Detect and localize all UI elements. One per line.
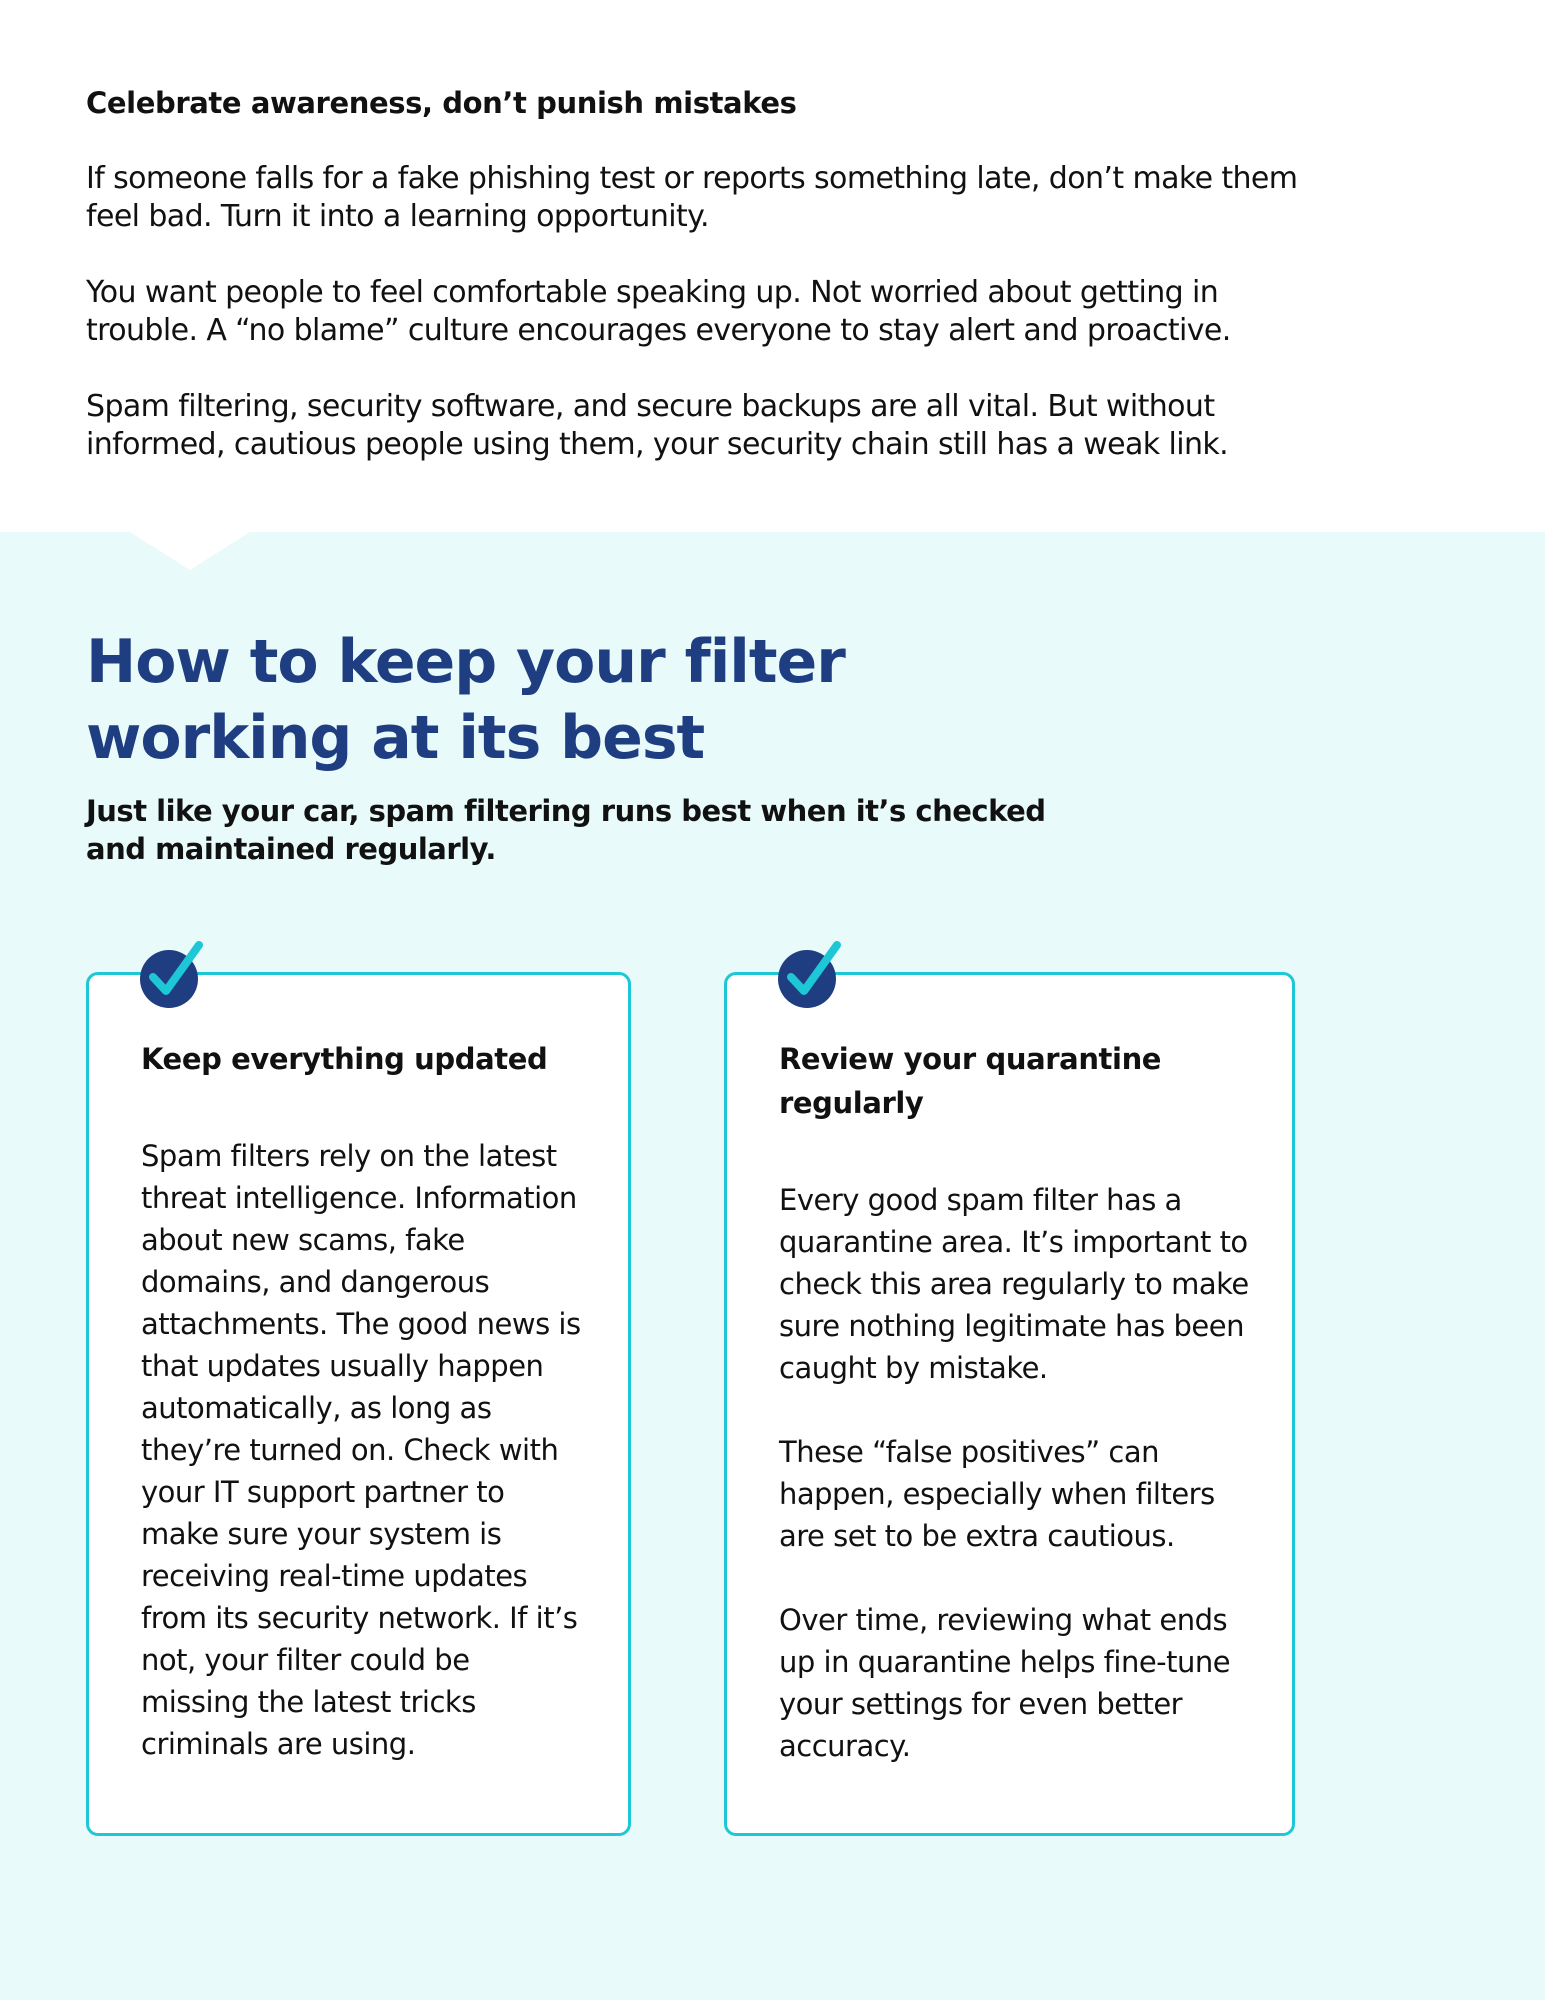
intro-paragraph: Spam filtering, security software, and secure backups are all vital. But without informed, cautious people using them, your security chain still has a weak link. bbox=[86, 389, 1229, 462]
card-paragraph: These “false positives” can happen, especially when filters are set to be extra cautious. bbox=[779, 1435, 1215, 1553]
section-title: How to keep your filter working at its best bbox=[86, 627, 845, 773]
intro-paragraph: You want people to feel comfortable speaking up. Not worried about getting in trouble. A “no blame” culture encourages everyone to stay alert and proactive. bbox=[86, 275, 1231, 348]
intro-section bbox=[86, 86, 1346, 502]
card-title: Review your quarantine regularly bbox=[779, 1042, 1162, 1120]
card-paragraph: Over time, reviewing what ends up in quarantine helps fine-tune your settings for even better accuracy. bbox=[779, 1603, 1231, 1763]
tip-card bbox=[86, 972, 631, 1836]
tips-section bbox=[0, 532, 1545, 2000]
intro-paragraph: If someone falls for a fake phishing test or reports something late, don’t make them feel bad. Turn it into a learning opportunity. bbox=[86, 161, 1298, 234]
section-subtitle: Just like your car, spam filtering runs best when it’s checked and maintained regularly. bbox=[86, 794, 1046, 866]
tip-card bbox=[724, 972, 1295, 1836]
intro-heading: Celebrate awareness, don’t punish mistakes bbox=[86, 86, 797, 120]
card-paragraph: Spam filters rely on the latest threat intelligence. Information about new scams, fake domains, and dangerous attachments. The good news is that updates usually happen automatically, as long as they’re turned on. Check with your IT support partner to make sure your system is receiving real-time updates from its security network. If it’s not, your filter could be missing the latest tricks criminals are using. bbox=[141, 1139, 581, 1761]
checkmark-circle-icon bbox=[777, 939, 847, 1009]
card-paragraph: Every good spam filter has a quarantine area. It’s important to check this area regularly to make sure nothing legitimate has been caught by mistake. bbox=[779, 1183, 1249, 1385]
card-title: Keep everything updated bbox=[141, 1042, 548, 1076]
card-body bbox=[779, 1179, 1259, 1809]
checkmark-circle-icon bbox=[139, 939, 209, 1009]
card-body bbox=[141, 1135, 581, 1807]
section-notch bbox=[130, 530, 250, 570]
